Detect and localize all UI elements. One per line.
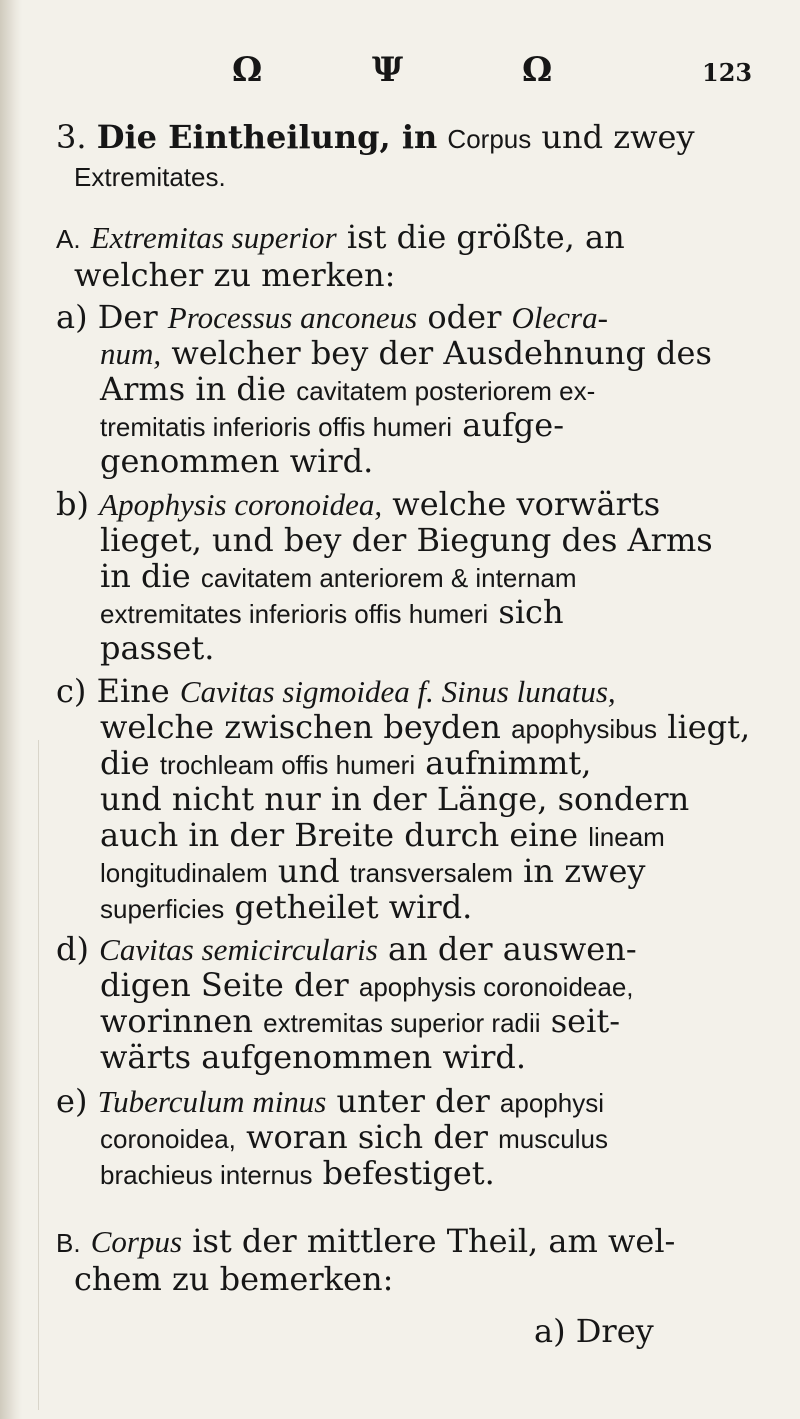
section-a-heading: [56, 218, 625, 294]
item-b-text: in die: [100, 557, 191, 595]
intro-number: 3.: [56, 118, 87, 156]
section-a-latin: Extremitas superior: [90, 220, 337, 255]
item-b-text: welche vorwärts: [392, 485, 661, 523]
item-a-text: aufge-: [462, 406, 565, 444]
item-c-text: und nicht nur in der Länge, sondern: [100, 780, 690, 818]
item-d-latin: Cavitas semicircularis: [99, 932, 378, 967]
item-a-text: welcher bey der Ausdehnung des: [171, 334, 712, 372]
page-binding-edge: [0, 0, 22, 1419]
item-e-latin: brachieus internus: [100, 1160, 313, 1190]
item-c-label: c): [56, 672, 87, 710]
item-e-label: e): [56, 1082, 88, 1120]
item-c-latin: lineam: [588, 822, 665, 852]
item-d-latin: apophysis coronoideae,: [358, 972, 634, 1002]
item-c-text: die: [100, 744, 150, 782]
item-b-text: passet.: [100, 629, 215, 667]
item-c: [56, 672, 750, 924]
item-c-text: getheilet wird.: [234, 888, 473, 926]
item-d-text: digen Seite der: [100, 966, 349, 1004]
item-c-latin: longitudinalem: [100, 858, 268, 888]
intro-text-a: Die Eintheilung, in: [96, 118, 438, 156]
ornament-left-icon: Ω: [232, 50, 263, 90]
item-a-label: a): [56, 298, 88, 336]
item-a-latin: cavitatem posteriorem ex-: [296, 376, 596, 406]
item-a-latin: tremitatis inferioris offis humeri: [100, 412, 453, 442]
item-b-latin: extremitates inferioris offis humeri: [100, 599, 489, 629]
item-c-text: auch in der Breite durch eine: [100, 816, 579, 854]
catchword-text: a) Drey: [534, 1312, 654, 1350]
item-d-text: worinnen: [100, 1002, 253, 1040]
item-b-text: lieget, und bey der Biegung des Arms: [100, 521, 713, 559]
item-e-latin: apophysi: [499, 1088, 604, 1118]
section-a-line2: welcher zu merken:: [74, 256, 396, 294]
item-c-latin: apophysibus: [511, 714, 658, 744]
item-c-latin: transversalem: [349, 858, 513, 888]
item-c-text: welche zwischen beyden: [100, 708, 501, 746]
item-a-text: genommen wird.: [100, 442, 374, 480]
item-a: [56, 298, 712, 478]
item-d-latin: extremitas superior radii: [263, 1008, 541, 1038]
item-d-label: d): [56, 930, 89, 968]
item-c-latin: Cavitas sigmoidea f. Sinus lunatus,: [179, 674, 616, 709]
item-d-text: wärts aufgenommen wird.: [100, 1038, 527, 1076]
item-b-text: sich: [498, 593, 564, 631]
page-header: [0, 52, 800, 92]
item-e-text: unter der: [336, 1082, 490, 1120]
item-d-text: seit-: [550, 1002, 620, 1040]
item-a-text: oder: [427, 298, 502, 336]
page-number: 123: [702, 58, 753, 87]
item-a-latin: Olecra-: [511, 300, 608, 335]
item-a-text: Der: [97, 298, 158, 336]
ornament-center-icon: Ψ: [372, 50, 404, 90]
item-b: [56, 485, 713, 665]
item-c-text: Eine: [96, 672, 170, 710]
intro-corpus: Corpus: [447, 124, 532, 154]
section-b-text: ist der mittlere Theil, am wel-: [192, 1222, 676, 1260]
intro-paragraph: [56, 118, 695, 194]
item-c-latin: trochleam offis humeri: [159, 750, 416, 780]
item-d: [56, 930, 637, 1074]
item-c-text: in zwey: [523, 852, 646, 890]
item-e-latin: coronoidea,: [100, 1124, 236, 1154]
section-a-label: A.: [56, 224, 81, 254]
item-b-label: b): [56, 485, 89, 523]
item-c-text: und: [277, 852, 340, 890]
item-c-latin: superficies: [100, 894, 225, 924]
page-edge-line: [38, 740, 39, 1410]
section-b-label: B.: [56, 1228, 81, 1258]
section-b-heading: [56, 1222, 675, 1298]
section-b-latin: Corpus: [90, 1224, 183, 1259]
item-e-text: woran sich der: [246, 1118, 488, 1156]
item-c-text: aufnimmt,: [425, 744, 592, 782]
item-a-latin: num,: [100, 336, 162, 371]
item-a-text: Arms in die: [100, 370, 287, 408]
intro-extremitates: Extremitates.: [74, 162, 226, 192]
section-b-line2: chem zu bemerken:: [74, 1260, 394, 1298]
item-b-latin: cavitatem anteriorem & internam: [200, 563, 577, 593]
item-e: [56, 1082, 608, 1190]
item-c-text: liegt,: [667, 708, 751, 746]
item-e-latin: musculus: [498, 1124, 608, 1154]
item-d-text: an der auswen-: [388, 930, 637, 968]
intro-text-b: und zwey: [541, 118, 695, 156]
item-e-text: befestiget.: [322, 1154, 495, 1192]
item-e-latin: Tuberculum minus: [97, 1084, 327, 1119]
catchword: [534, 1312, 654, 1350]
item-a-latin: Processus anconeus: [167, 300, 418, 335]
item-b-latin: Apophysis coronoidea,: [99, 487, 383, 522]
section-a-text: ist die größte, an: [346, 218, 625, 256]
ornament-right-icon: Ω: [522, 50, 553, 90]
